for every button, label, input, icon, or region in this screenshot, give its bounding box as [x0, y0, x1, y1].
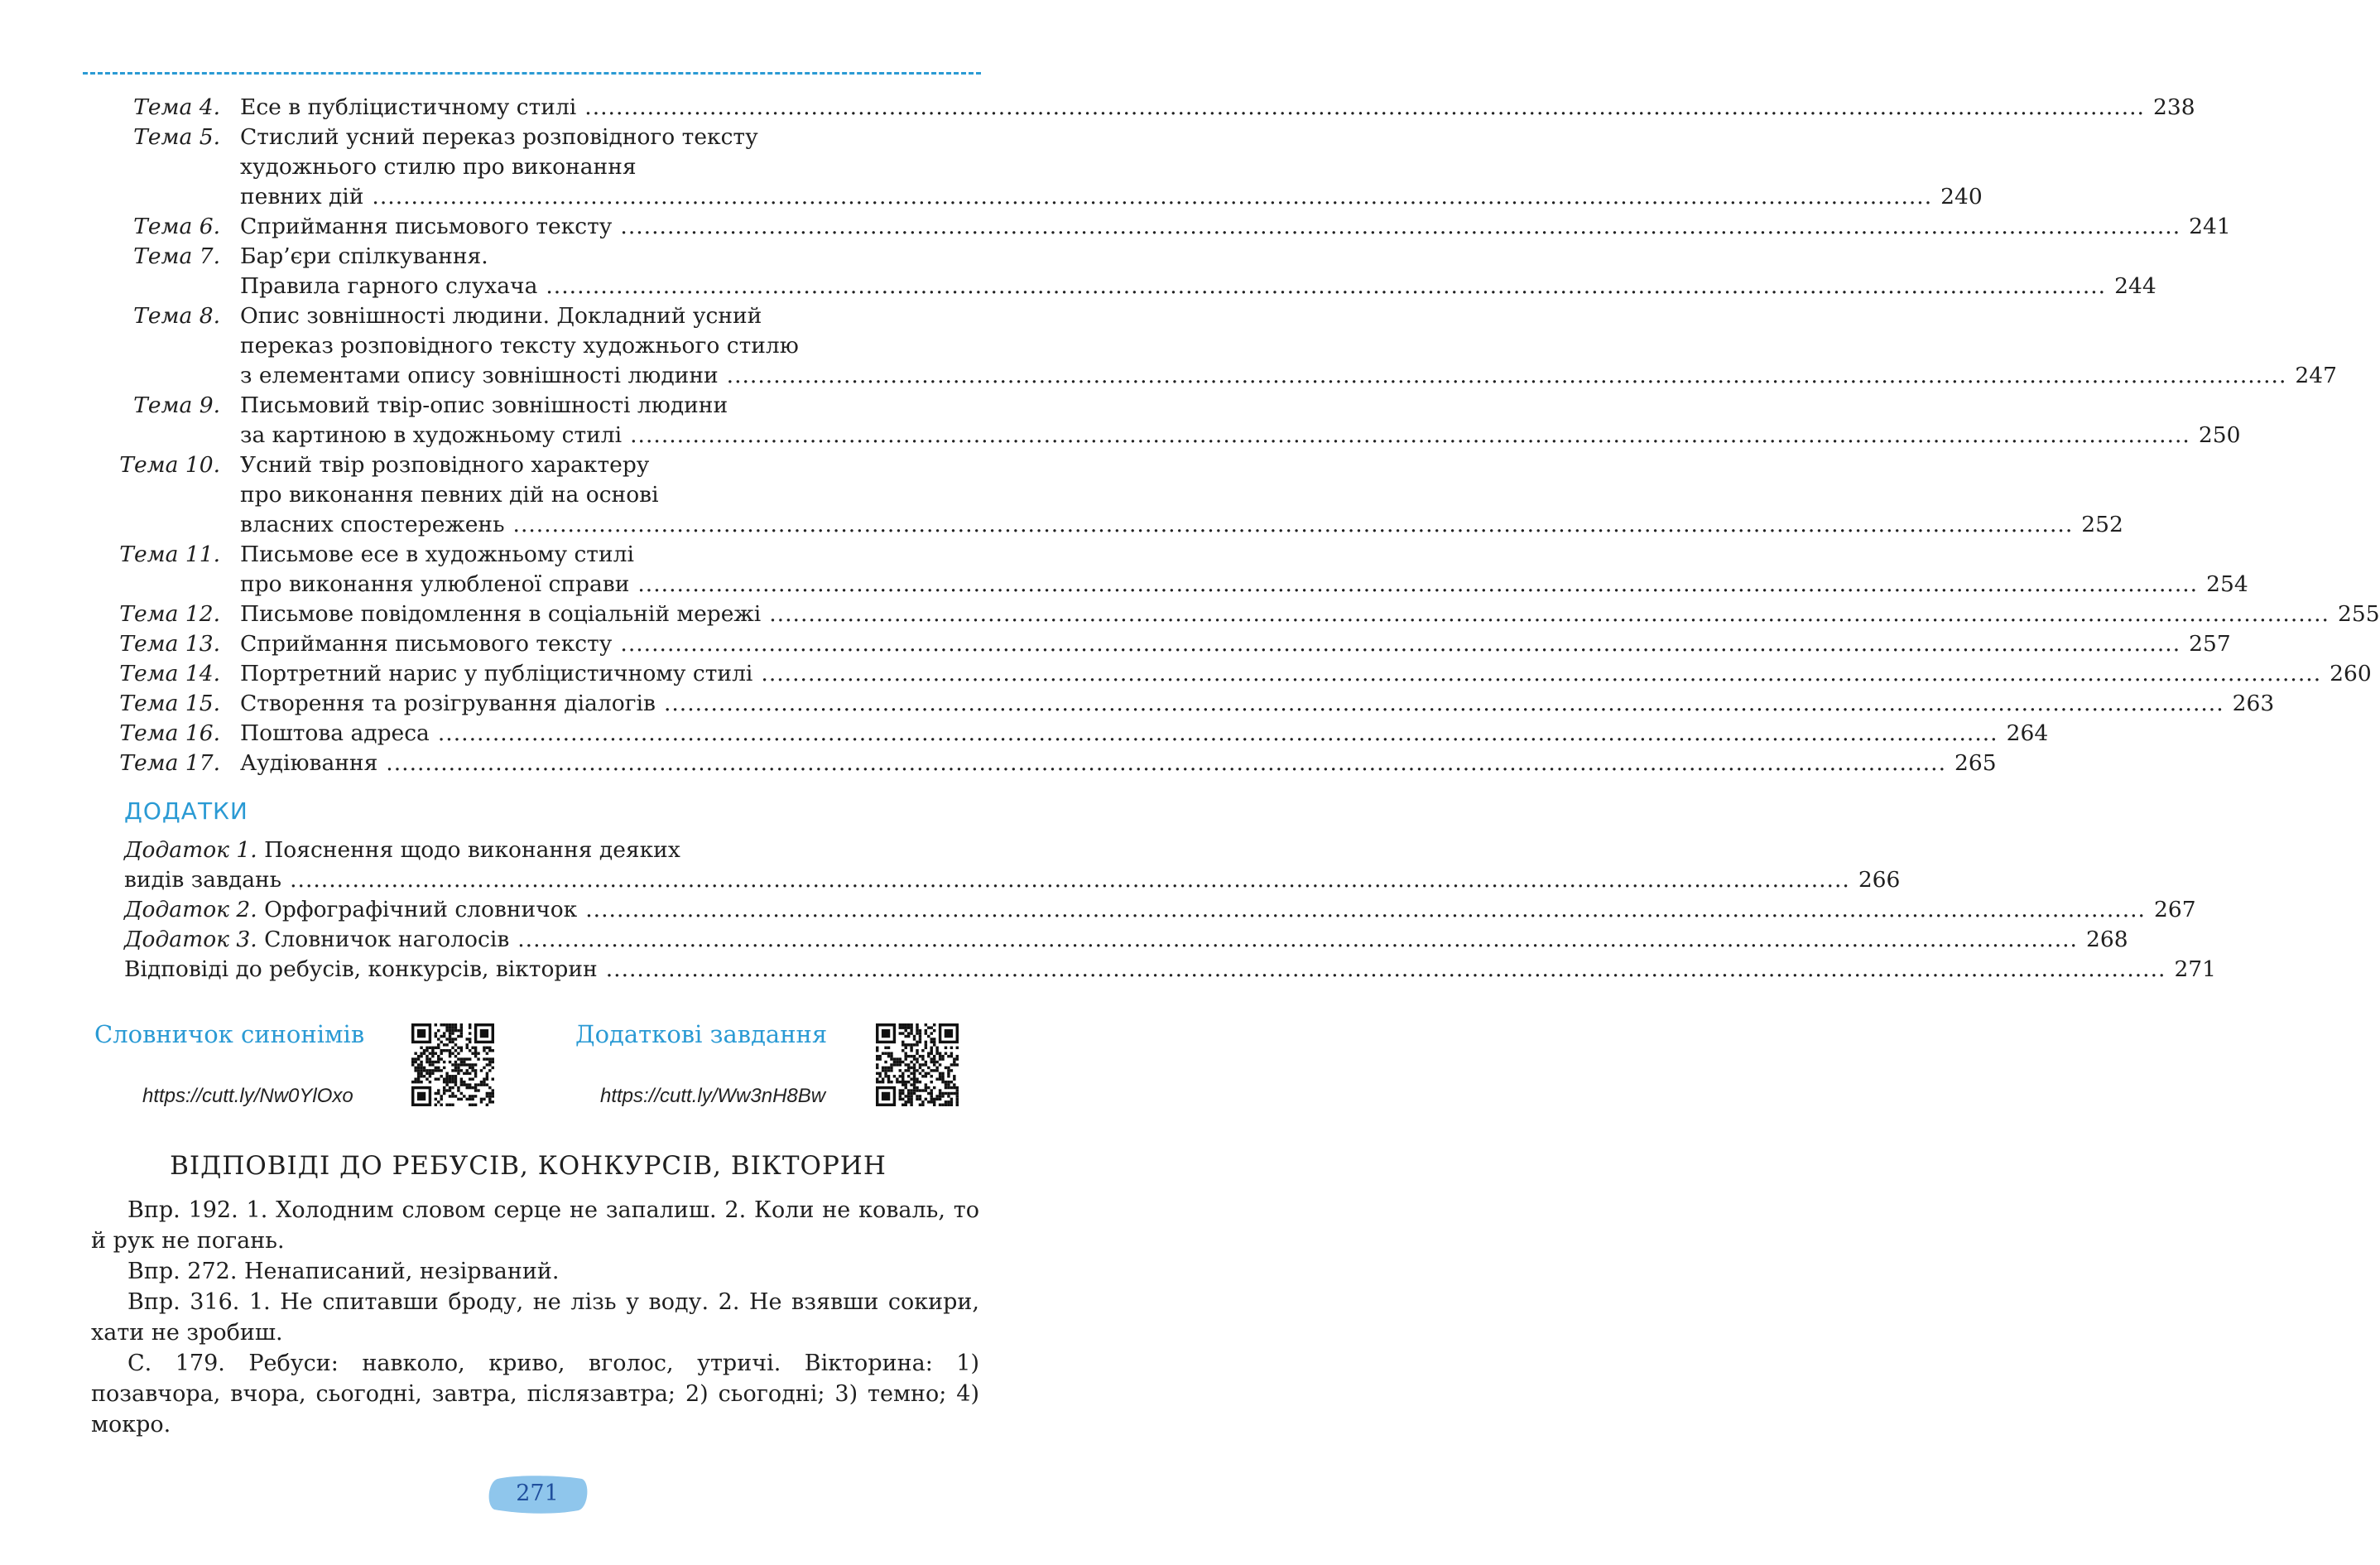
toc-page-number: 244	[2114, 273, 2156, 299]
toc-topic-number: Тема 5.	[133, 124, 220, 150]
toc-page-number: 260	[2330, 661, 2372, 686]
toc-topic-title: Письмове есе в художньому стилі	[240, 542, 634, 567]
dot-leader: ........................................................................................................................................................................................................	[620, 214, 2181, 239]
toc-topic-title: Усний твір розповідного характеру	[240, 452, 650, 478]
appendix-title-text: Пояснення щодо виконання деяких	[264, 837, 680, 863]
appendix-line	[0, 835, 1056, 865]
dot-leader: ........................................................................................................................................................................................................	[517, 927, 2078, 952]
toc-topic-title: Опис зовнішності людини. Докладний усний	[240, 303, 762, 329]
toc-line	[0, 301, 1056, 331]
qr-code-icon[interactable]	[876, 1023, 959, 1106]
toc-topic-title: Поштова адреса	[240, 720, 430, 746]
appendix-title-text: видів завдань	[124, 867, 282, 893]
toc-topic-number: Тема 17.	[119, 750, 220, 776]
toc-topic-title: Портретний нарис у публіцистичному стилі	[240, 661, 753, 686]
toc-line	[0, 331, 1056, 361]
toc-topic-title: власних спостережень	[240, 512, 505, 537]
toc-line	[0, 272, 2156, 301]
toc-topic-title: Письмовий твір-опис зовнішності людини	[240, 392, 728, 418]
top-dashed-rule	[83, 72, 981, 75]
toc-line	[0, 212, 2231, 242]
appendix-title-text: Орфографічний словничок	[264, 897, 578, 922]
toc-line	[0, 749, 1997, 778]
dot-leader: ........................................................................................................................................................................................................	[620, 631, 2181, 657]
toc-page-number: 252	[2081, 512, 2123, 537]
dot-leader: ........................................................................................................................................................................................................	[512, 512, 2074, 537]
toc-page-number: 240	[1940, 184, 1983, 209]
toc-line	[0, 480, 1056, 510]
toc-topic-number: Тема 8.	[133, 303, 220, 329]
qr-link-extra-tasks[interactable]: https://cutt.ly/Ww3nH8Bw	[600, 1085, 826, 1107]
appendix-title-text: Відповіді до ребусів, конкурсів, вікторин	[124, 956, 598, 982]
answer-paragraph: Впр. 316. 1. Не спитавши броду, не лізь у воду. 2. Не взявши сокири, хати не зробиш.	[91, 1289, 979, 1346]
appendix-line	[0, 925, 2128, 955]
dot-leader: ........................................................................................................................................................................................................	[769, 601, 2330, 627]
dot-leader: ........................................................................................................................................................................................................	[761, 661, 2322, 686]
toc-topic-title: Бар’єри спілкування.	[240, 243, 488, 269]
toc-topic-title: художнього стилю про виконання	[240, 154, 637, 180]
appendix-title-text: Словничок наголосів	[264, 927, 510, 952]
dot-leader: ........................................................................................................................................................................................................	[546, 273, 2107, 299]
toc-topic-number: Тема 12.	[119, 601, 220, 627]
toc-line	[0, 540, 1056, 570]
toc-topic-title: про виконання певних дій на основі	[240, 482, 659, 508]
toc-line	[0, 123, 1056, 152]
toc-page-number: 264	[2006, 720, 2049, 746]
dot-leader: ........................................................................................................................................................................................................	[663, 691, 2224, 716]
dot-leader: ........................................................................................................................................................................................................	[372, 184, 1933, 209]
toc-line	[0, 450, 1056, 480]
toc-line	[0, 421, 2241, 450]
appendix-page-number: 266	[1858, 867, 1901, 893]
toc-topic-title: з елементами опису зовнішності людини	[240, 363, 719, 388]
toc-topic-number: Тема 16.	[119, 720, 220, 746]
toc-line	[0, 93, 2195, 123]
dot-leader: ........................................................................................................................................................................................................	[386, 750, 1947, 776]
appendix-title: ДОДАТКИ	[124, 797, 248, 825]
dot-leader: ........................................................................................................................................................................................................	[290, 867, 1850, 893]
appendix-page-number: 268	[2085, 927, 2128, 952]
qr-title-extra-tasks: Додаткові завдання	[575, 1020, 828, 1048]
toc-page-number: 254	[2206, 571, 2248, 597]
toc-topic-title: про виконання улюбленої справи	[240, 571, 630, 597]
toc-topic-number: Тема 9.	[133, 392, 220, 418]
dot-leader: ........................................................................................................................................................................................................	[584, 94, 2145, 120]
toc-page-number: 241	[2189, 214, 2231, 239]
toc-topic-title: певних дій	[240, 184, 364, 209]
toc-topic-number: Тема 11.	[119, 542, 220, 567]
toc-line	[0, 242, 1056, 272]
answer-paragraph: Впр. 272. Ненаписаний, незірваний.	[127, 1259, 560, 1284]
toc-line	[0, 719, 2049, 749]
toc-topic-title: переказ розповідного тексту художнього стилю	[240, 333, 799, 359]
answer-paragraph: С. 179. Ребуси: навколо, криво, вголос, утричі. Вікторина: 1) позавчора, вчора, сьогодні, завтра, післязавтра; 2) сьогодні; 3) темно; 4) мокро.	[91, 1351, 979, 1437]
toc-page-number: 247	[2295, 363, 2337, 388]
toc-topic-number: Тема 7.	[133, 243, 220, 269]
appendix-page-number: 271	[2174, 956, 2217, 982]
toc-page-number: 255	[2337, 601, 2380, 627]
toc-line	[0, 182, 1983, 212]
toc-line	[0, 361, 2337, 391]
answer-paragraph: Впр. 192. 1. Холодним словом серце не запалиш. 2. Коли не коваль, то й рук не погань.	[91, 1197, 979, 1254]
appendix-label: Додаток 3.	[124, 927, 257, 952]
toc-topic-title: Створення та розігрування діалогів	[240, 691, 656, 716]
toc-page-number: 257	[2189, 631, 2231, 657]
appendix-label: Додаток 1.	[124, 837, 257, 863]
toc-line	[0, 629, 2231, 659]
toc-page-number: 263	[2232, 691, 2275, 716]
toc-topic-number: Тема 6.	[133, 214, 220, 239]
qr-link-synonyms[interactable]: https://cutt.ly/Nw0YlOxo	[142, 1085, 353, 1107]
dot-leader: ........................................................................................................................................................................................................	[605, 956, 2166, 982]
appendix-page-number: 267	[2153, 897, 2196, 922]
toc-topic-title: Сприймання письмового тексту	[240, 631, 613, 657]
toc-topic-number: Тема 10.	[119, 452, 220, 478]
toc-topic-title: Аудіювання	[240, 750, 378, 776]
appendix-label: Додаток 2.	[124, 897, 257, 922]
toc-topic-title: Правила гарного слухача	[240, 273, 538, 299]
appendix-line	[0, 865, 1901, 895]
answers-title: ВІДПОВІДІ ДО РЕБУСІВ, КОНКУРСІВ, ВІКТОРИН	[170, 1151, 887, 1181]
toc-line	[0, 152, 1056, 182]
toc-page-number: 265	[1954, 750, 1997, 776]
toc-page-number: 250	[2198, 422, 2241, 448]
dot-leader: ........................................................................................................................................................................................................	[630, 422, 2190, 448]
toc-topic-title: Есе в публіцистичному стилі	[240, 94, 577, 120]
toc-topic-title: за картиною в художньому стилі	[240, 422, 623, 448]
toc-page-number: 238	[2152, 94, 2195, 120]
appendix-line	[0, 955, 2217, 985]
appendix-list	[0, 835, 2217, 985]
toc-topic-title: Стислий усний переказ розповідного тексту	[240, 124, 758, 150]
toc-topic-number: Тема 4.	[133, 94, 220, 120]
toc-line	[0, 510, 2123, 540]
appendix-line	[0, 895, 2196, 925]
toc-topic-number: Тема 14.	[119, 661, 220, 686]
toc-line	[0, 689, 2275, 719]
toc-line	[0, 570, 2248, 600]
qr-code-icon[interactable]	[411, 1023, 494, 1106]
toc-topic-number: Тема 15.	[119, 691, 220, 716]
toc-line	[0, 391, 1056, 421]
toc-topic-title: Письмове повідомлення в соціальній мережі	[240, 601, 762, 627]
toc-topic-title: Сприймання письмового тексту	[240, 214, 613, 239]
table-of-contents	[0, 93, 2380, 778]
page-number: 271	[516, 1481, 559, 1506]
dot-leader: ........................................................................................................................................................................................................	[585, 897, 2146, 922]
dot-leader: ........................................................................................................................................................................................................	[437, 720, 1998, 746]
toc-topic-number: Тема 13.	[119, 631, 220, 657]
toc-line	[0, 659, 2372, 689]
dot-leader: ........................................................................................................................................................................................................	[637, 571, 2199, 597]
toc-line	[0, 600, 2380, 629]
dot-leader: ........................................................................................................................................................................................................	[726, 363, 2287, 388]
qr-title-synonyms: Словничок синонімів	[94, 1020, 365, 1048]
